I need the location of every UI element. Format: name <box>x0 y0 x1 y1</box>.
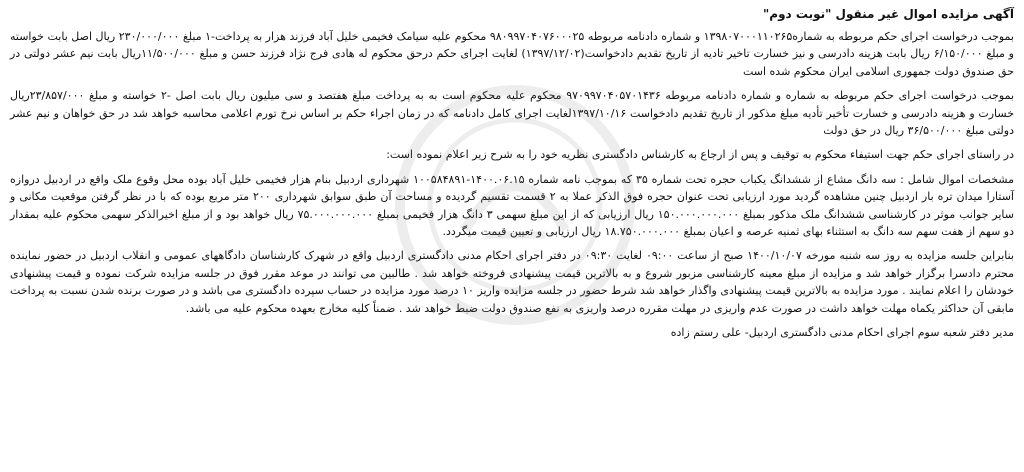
paragraph-3: در راستای اجرای حکم جهت استیفاء محکوم به توقیف و پس از ارجاع به کارشناس دادگستری نظریه خود را به شرح زیر اعلام نموده است: <box>386 148 1014 162</box>
notice-title: آگهی مزایده اموال غیر منقول "نوبت دوم" <box>763 7 1014 21</box>
paragraph-property-details: مشخصات اموال شامل : سه دانگ مشاع از ششدانگ یکباب حجره تحت شماره ۳۵ که بموجب نامه شماره ۱۴۰۰.۰۶.۱۵-۱۰۰۵۸۴۸۹۱ شهرداری اردبیل بنام هزار فخیمی خلیل آباد بوده محل وقوع ملک واقع در اردبیل دروازه آستارا میدان تره بار اردبیل چنین مشاهده گردید مورد ارزیابی تحت عنوان حجره فوق الذکر عملا به ۲ قسمت تقسیم گردیده و مساحت آن طبق سوابق شهرداری ۲۰۰ متر مربع بوده که با در نظر گرفتن موقعیت مکانی و سایر جوانب موثر در کارشناسی ششدانگ ملک مذکور بمبلغ ۱۵۰.۰۰۰.۰۰۰.۰۰۰ ریال ارزیابی که از این مبلغ سهمی ۳ دانگ هزار فخیمی بمبلغ ۷۵.۰۰۰.۰۰۰.۰۰۰ ریال خواهد بود و از مبلغ اخیرالذکر سهمی محکوم علیه بمقدار دو سهم از هفت سهم سه دانگ به استثناء بهای ثمنیه عرصه و اعیان بمبلغ ۱۸.۷۵۰.۰۰۰.۰۰۰ ریال ارزیابی و تعیین قیمت میگردد. <box>10 172 1015 239</box>
paragraph-1: بموجب درخواست اجرای حکم مربوطه به شماره۱۳۹۸۰۷۰۰۰۱۱۰۲۶۵ و شماره دادنامه مربوطه ۹۸۰۹۹۷۰۴۰۷۶۰۰۰۲۵ محکوم علیه سیامک فخیمی خلیل آباد فرزند هزار به پرداخت-۱ مبلغ ۲۳۰/۰۰۰/۰۰۰ ریال اصل بابت خواسته و مبلغ ۶/۱۵۰/۰۰۰ ریال بابت هزینه دادرسی و نیز خسارت تاخیر تادیه از تاریخ تقدیم دادخواست(۱۳۹۷/۱۲/۰۲) لغایت اجرای حکم درحق محکوم له هادی فرج نژاد فرزند حسن و مبلغ ۱۱/۵۰۰/۰۰۰ریال بابت نیم عشر دولتی در حق صندوق دولت جمهوری اسلامی ایران محکوم شده است <box>10 30 1014 78</box>
paragraph-auction-session: بنابراین جلسه مزایده به روز سه شنبه مورخه ۱۴۰۰/۱۰/۰۷ صبح از ساعت ۰۹:۰۰ لغایت ۰۹:۳۰ در دفتر اجرای احکام مدنی دادگستری اردبیل واقع در شهرک کارشناسان دادگاههای عمومی و انقلاب اردبیل در حضور نماینده محترم دادسرا برگزار خواهد شد و مزایده از مبلغ معینه کارشناسی مزبور شروع و به بالاترین قیمت پیشنهادی فروخته خواهد شد . طالبین می توانند در موعد مقرر فوق در جلسه مزایده شرکت نموده و قیمت پیشنهادی خودشان را اعلام نمایند . مورد مزایده به بالاترین قیمت پیشنهادی واگذار خواهد شد شرط حضور در جلسه مزایده واریز ۱۰ درصد مورد مزایده در حساب سپرده دادگستری می باشد و در صورت برنده شدن نسبت به پرداخت مابقی آن حداکثر یکماه مهلت خواهد داشت در صورت عدم واریزی در مهلت مقرره درصد واریزی به نفع صندوق دولت ضبط خواهد شد . ضمناً کلیه مخارج بعهده محکوم علیه می باشد. <box>10 249 1014 315</box>
paragraph-2: بموجب درخواست اجرای حکم مربوطه به شماره و شماره دادنامه مربوطه ۹۷۰۹۹۷۰۴۰۵۷۰۱۴۳۶ محکوم علیه محکوم است به به پرداخت مبلغ هفتصد و سی میلیون ریال بابت اصل -۲ خواسته و مبلغ ۲۳/۸۵۷/۰۰۰ریال خسارت و هزینه دادرسی و خسارت تأخیر تأدیه مبلغ مذکور از تاریخ تقدیم دادخواست ۱۳۹۷/۱۰/۱۶لغایت اجرای کامل دادنامه که در زمان اجراء حکم بر اساس نرخ تورم اعلامی محاسبه خواهد شد در حق خواهان و نیم عشر دولتی مبلغ ۳۶/۵۰۰/۰۰۰ ریال در حق دولت <box>10 89 1014 138</box>
signature-line: مدیر دفتر شعبه سوم اجرای احکام مدنی دادگستری اردبیل- علی رستم زاده <box>670 326 1014 340</box>
